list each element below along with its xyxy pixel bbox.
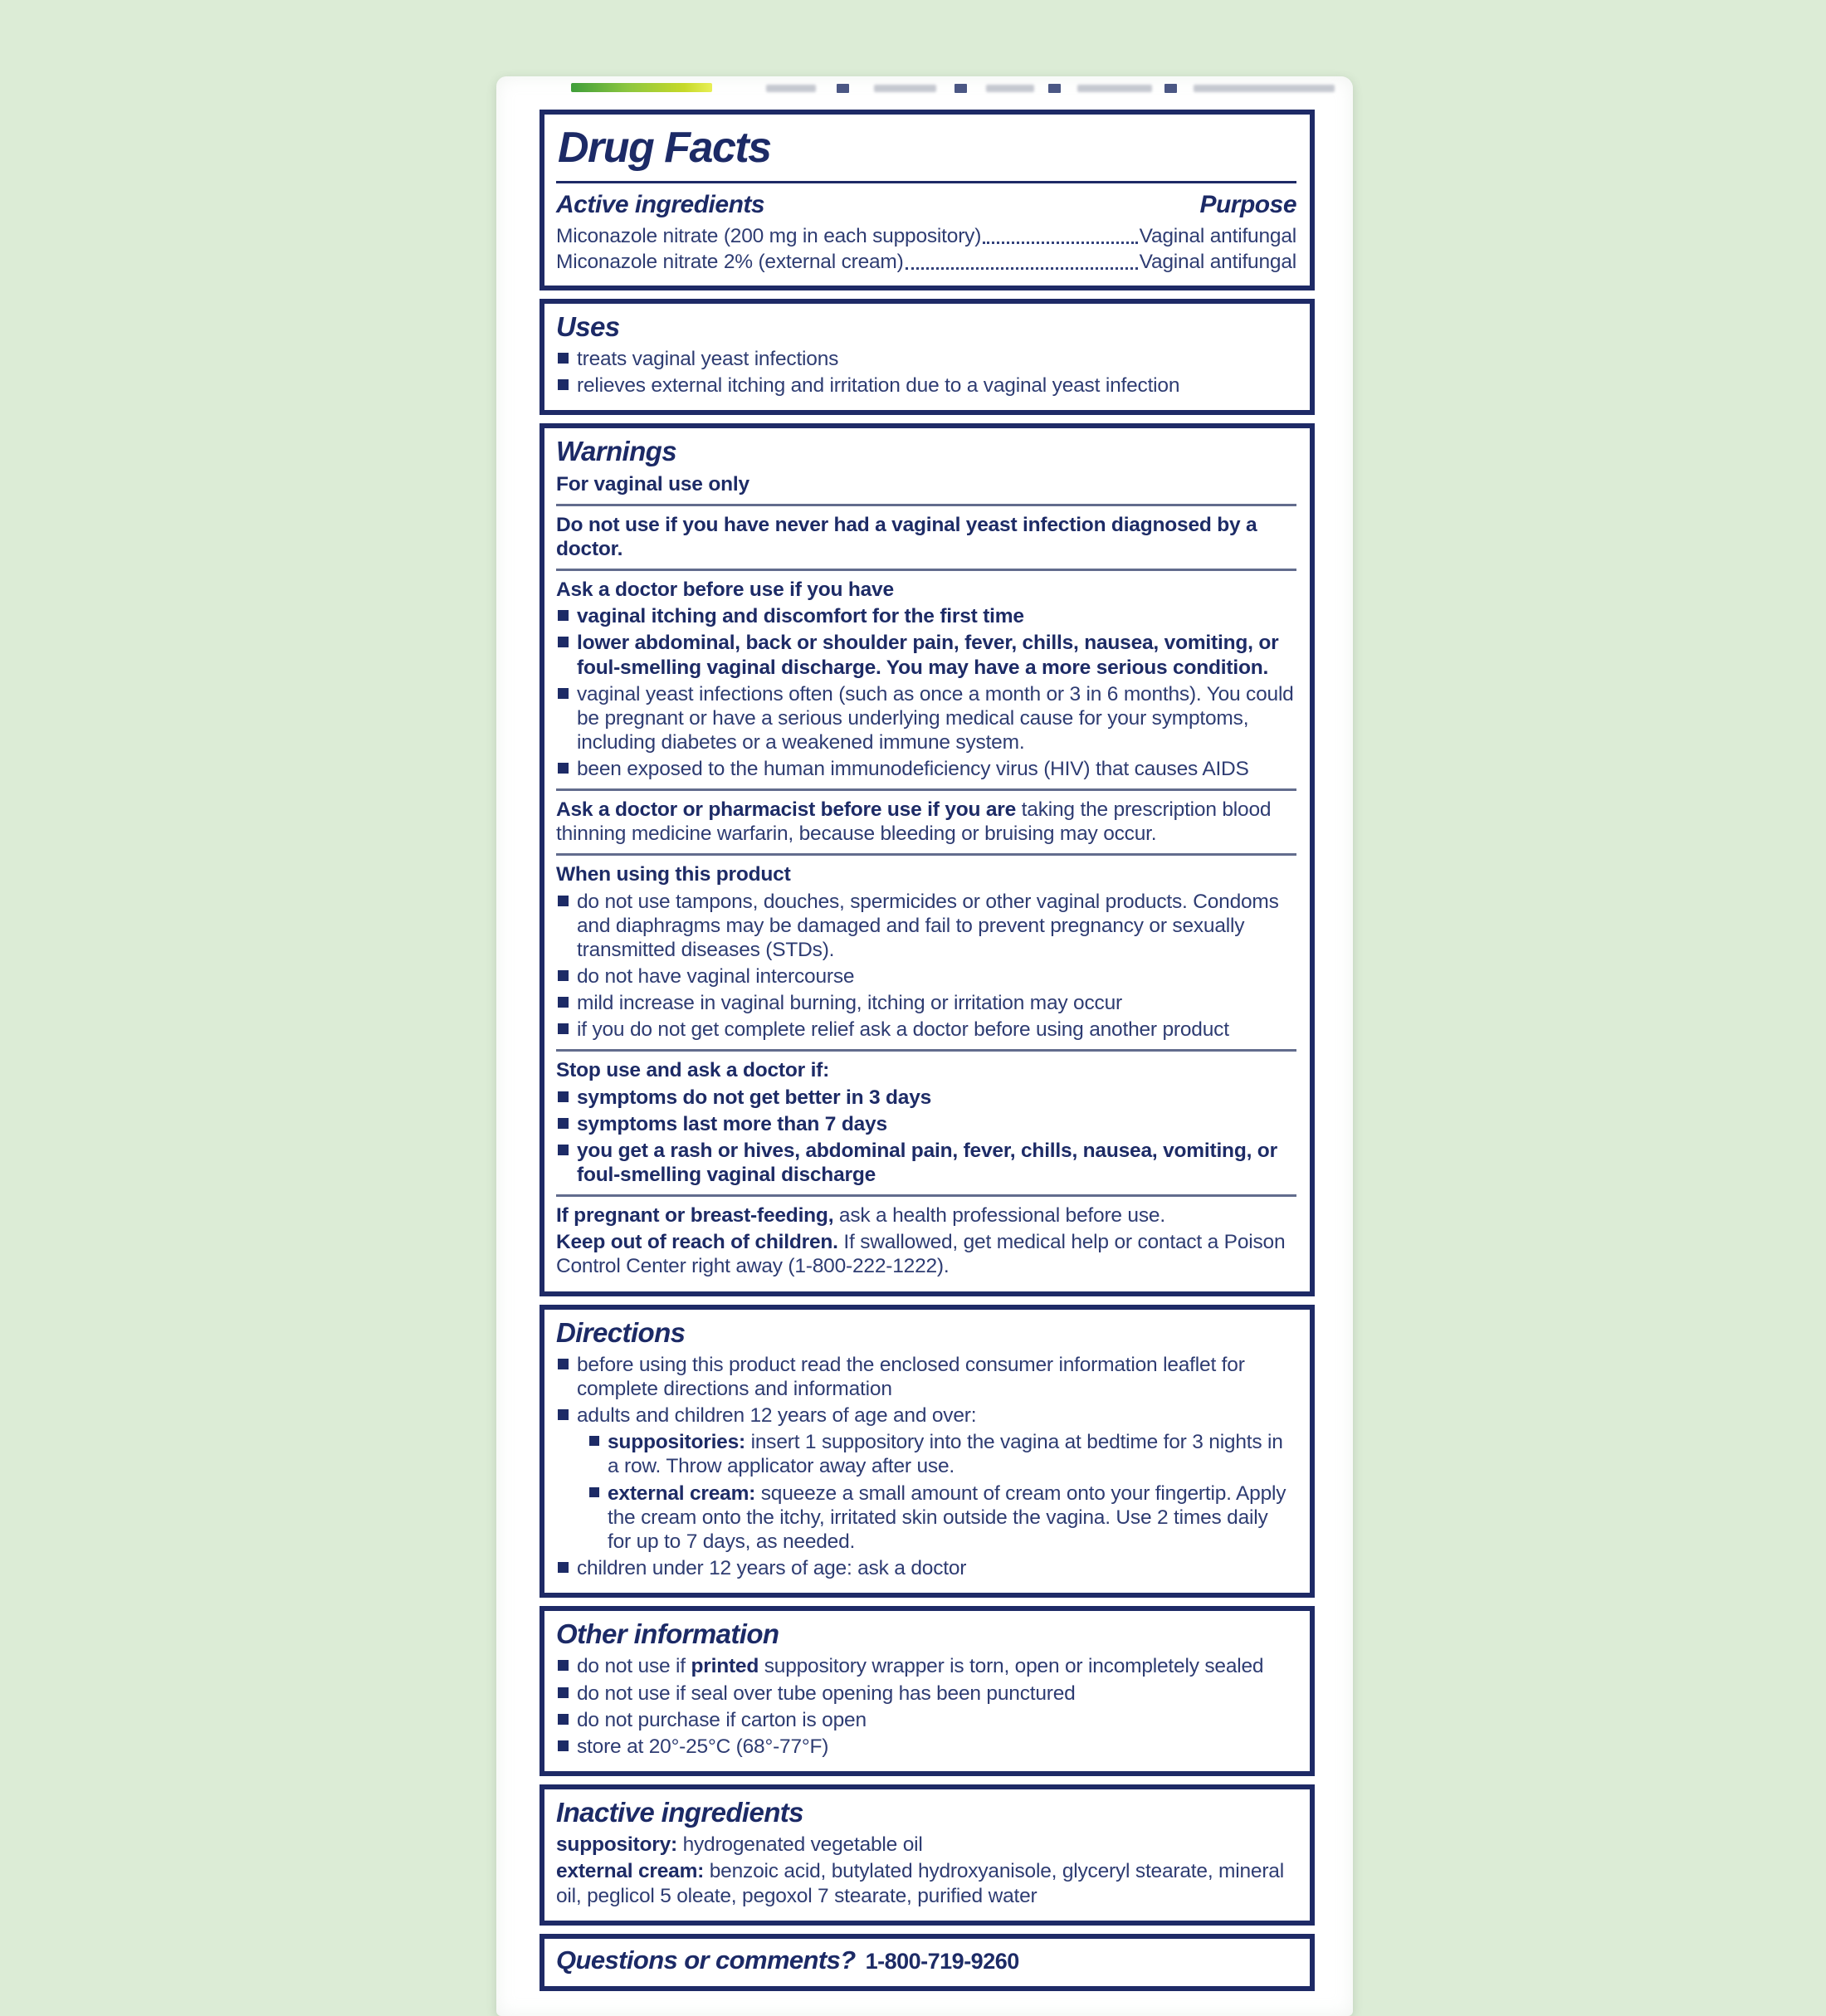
bullet-text: do not use if seal over tube opening has been punctured (577, 1682, 1076, 1705)
carton-top-edge-print (496, 81, 1353, 100)
bullet-square-icon (558, 1359, 569, 1369)
section-warnings (540, 423, 1315, 1296)
section-questions (540, 1934, 1315, 1991)
questions-phone-number: 1-800-719-9260 (865, 1948, 1019, 1974)
list-item (556, 682, 1296, 754)
print-smudge (874, 85, 936, 92)
print-square-mark (837, 84, 849, 93)
drug-facts-title: Drug Facts (558, 124, 771, 172)
ingredient-purpose: Vaginal antifungal (1139, 224, 1296, 247)
bullet-square-icon (558, 1091, 569, 1102)
uses-heading: Uses (556, 310, 620, 342)
stop-use-heading: Stop use and ask a doctor if: (556, 1059, 830, 1082)
lime-strip (571, 83, 712, 92)
bullet-square-icon (558, 688, 569, 699)
bullet-square-icon (558, 1714, 569, 1725)
suppository-lead: suppository: (556, 1833, 677, 1857)
printed-post: suppository wrapper is torn, open or incompletely sealed (759, 1655, 1264, 1678)
bullet-text: if you do not get complete relief ask a doctor before using another product (577, 1018, 1229, 1042)
list-item (556, 1353, 1296, 1401)
separator-rule (556, 853, 1296, 856)
list-item (556, 991, 1296, 1015)
bullet-square-icon (558, 1740, 569, 1751)
list-item (556, 890, 1296, 962)
bullet-text: lower abdominal, back or shoulder pain, fever, chills, nausea, vomiting, or foul-smelling vaginal discharge. You may have a more serious condition. (577, 632, 1279, 679)
pregnant-paragraph (556, 1203, 1296, 1228)
dotted-leader (983, 242, 1137, 244)
bullet-square-icon (558, 1660, 569, 1671)
ingredient-row (556, 224, 1296, 248)
separator-rule (556, 1194, 1296, 1197)
questions-heading: Questions or comments? (556, 1945, 856, 1975)
ask-pharmacist-lead: Ask a doctor or pharmacist before use if you are (556, 798, 1017, 822)
bullet-text: do not use tampons, douches, spermicides or other vaginal products. Condoms and diaphragms may be damaged and fail to prevent pregnancy or sexually transmitted diseases (STDs). (577, 890, 1279, 961)
keep-out-rest: If swallowed, get medical help or contact a Poison Control Center right away (1-800-222-1222). (556, 1231, 1286, 1278)
printed-bold: printed (691, 1655, 759, 1678)
separator-rule (556, 1049, 1296, 1052)
inactive-ingredients-heading: Inactive ingredients (556, 1796, 803, 1828)
bullet-square-icon (558, 1118, 569, 1129)
list-item (556, 373, 1296, 398)
bullet-text: mild increase in vaginal burning, itching or irritation may occur (577, 992, 1122, 1015)
bullet-text: been exposed to the human immunodeficiency virus (HIV) that causes AIDS (577, 758, 1249, 781)
bullet-text: store at 20°-25°C (68°-77°F) (577, 1735, 829, 1758)
do-not-use-statement: Do not use if you have never had a vaginal yeast infection diagnosed by a doctor. (556, 513, 1257, 560)
product-carton-back (496, 76, 1353, 2016)
bullet-text (608, 1430, 1296, 1478)
list-item-sub (588, 1430, 1296, 1478)
list-item (556, 1735, 1296, 1759)
bullet-text: vaginal yeast infections often (such as once a month or 3 in 6 months). You could be pregnant or have a serious underlying medical cause for your symptoms, including diabetes or a weakened immune system. (577, 682, 1294, 754)
active-ingredients-header (556, 190, 1296, 220)
print-smudge (766, 85, 816, 92)
sub-bullet-lead: external cream: (608, 1481, 756, 1505)
ask-doctor-heading: Ask a doctor before use if you have (556, 578, 894, 602)
list-item (556, 964, 1296, 988)
list-item-sub (588, 1481, 1296, 1554)
bullet-text: do not purchase if carton is open (577, 1708, 867, 1731)
section-directions (540, 1305, 1315, 1599)
separator-rule (556, 504, 1296, 506)
sub-bullet-rest: insert 1 suppository into the vagina at bedtime for 3 nights in a row. Throw applicator away after use. (608, 1431, 1283, 1478)
ask-pharmacist-paragraph (556, 798, 1296, 846)
ingredient-purpose: Vaginal antifungal (1139, 250, 1296, 273)
bullet-square-icon (558, 997, 569, 1008)
ingredient-name: Miconazole nitrate (200 mg in each suppository) (556, 224, 982, 247)
bullet-square-icon (589, 1487, 599, 1497)
printed-pre: do not use if (577, 1655, 691, 1678)
bullet-text: treats vaginal yeast infections (577, 348, 839, 371)
external-cream-lead: external cream: (556, 1860, 705, 1883)
section-inactive-ingredients (540, 1784, 1315, 1926)
section-uses (540, 299, 1315, 416)
bullet-square-icon (558, 1562, 569, 1573)
print-square-mark (1048, 84, 1061, 93)
inactive-external-cream-line (556, 1859, 1296, 1907)
pregnant-lead: If pregnant or breast-feeding, (556, 1204, 834, 1228)
directions-heading: Directions (556, 1316, 686, 1348)
list-item (556, 1139, 1296, 1187)
bullet-text: before using this product read the enclosed consumer information leaflet for complete directions and information (577, 1353, 1245, 1400)
keep-out-lead: Keep out of reach of children. (556, 1231, 838, 1254)
print-square-mark (954, 84, 967, 93)
separator-rule (556, 788, 1296, 791)
drug-facts-panel (540, 110, 1315, 1991)
list-item (556, 1086, 1296, 1110)
active-ingredients-heading: Active ingredients (556, 190, 765, 218)
list-item (556, 1018, 1296, 1042)
list-item (556, 1654, 1296, 1678)
bullet-text: children under 12 years of age: ask a doctor (577, 1556, 967, 1579)
list-item (556, 1682, 1296, 1706)
bullet-text: you get a rash or hives, abdominal pain, fever, chills, nausea, vomiting, or foul-smelling vaginal discharge (577, 1139, 1277, 1187)
bullet-text: adults and children 12 years of age and over: (577, 1404, 977, 1428)
bullet-square-icon (558, 353, 569, 364)
list-item (556, 1708, 1296, 1732)
bullet-square-icon (589, 1436, 599, 1446)
inactive-suppository-line (556, 1833, 1296, 1857)
print-smudge (1077, 85, 1152, 92)
print-square-mark (1164, 84, 1177, 93)
when-using-heading: When using this product (556, 863, 791, 886)
print-smudge (1194, 85, 1335, 92)
bullet-text: relieves external itching and irritation due to a vaginal yeast infection (577, 374, 1180, 398)
dotted-leader (906, 267, 1138, 270)
keep-out-of-reach-paragraph (556, 1230, 1296, 1278)
list-item (556, 1403, 1296, 1428)
ask-pharmacist-rest: taking the prescription blood thinning medicine warfarin, because bleeding or bruising may occur. (556, 798, 1272, 846)
purpose-heading: Purpose (1199, 190, 1296, 218)
print-smudge (986, 85, 1034, 92)
list-item (556, 1556, 1296, 1580)
title-rule (556, 181, 1296, 183)
bullet-square-icon (558, 610, 569, 621)
bullet-square-icon (558, 1409, 569, 1420)
list-item (556, 1112, 1296, 1136)
external-cream-rest: benzoic acid, butylated hydroxyanisole, glyceryl stearate, mineral oil, peglicol 5 oleate, pegoxol 7 stearate, purified water (556, 1860, 1284, 1907)
suppository-rest: hydrogenated vegetable oil (676, 1833, 923, 1857)
bullet-square-icon (558, 1687, 569, 1698)
bullet-text: vaginal itching and discomfort for the first time (577, 605, 1024, 628)
section-active-ingredients (540, 110, 1315, 290)
bullet-square-icon (558, 970, 569, 981)
pregnant-rest: ask a health professional before use. (833, 1204, 1165, 1228)
list-item (556, 604, 1296, 628)
bullet-square-icon (558, 379, 569, 390)
bullet-text (577, 1654, 1296, 1678)
bullet-text (608, 1481, 1296, 1554)
section-other-information (540, 1606, 1315, 1776)
list-item (556, 347, 1296, 371)
vaginal-use-only: For vaginal use only (556, 472, 749, 495)
bullet-text: symptoms do not get better in 3 days (577, 1086, 932, 1109)
separator-rule (556, 569, 1296, 571)
warnings-heading: Warnings (556, 436, 676, 467)
sub-bullet-rest: squeeze a small amount of cream onto your fingertip. Apply the cream onto the itchy, irritated skin outside the vagina. Use 2 times daily for up to 7 days, as needed. (608, 1481, 1286, 1553)
bullet-text: do not have vaginal intercourse (577, 965, 855, 988)
bullet-square-icon (558, 896, 569, 906)
ingredient-name: Miconazole nitrate 2% (external cream) (556, 250, 904, 273)
bullet-square-icon (558, 1145, 569, 1155)
ingredient-row (556, 250, 1296, 274)
bullet-text: symptoms last more than 7 days (577, 1112, 887, 1135)
bullet-square-icon (558, 1023, 569, 1034)
bullet-square-icon (558, 763, 569, 774)
list-item (556, 631, 1296, 679)
list-item (556, 757, 1296, 781)
sub-bullet-lead: suppositories: (608, 1431, 745, 1454)
other-information-heading: Other information (556, 1618, 779, 1650)
bullet-square-icon (558, 637, 569, 647)
